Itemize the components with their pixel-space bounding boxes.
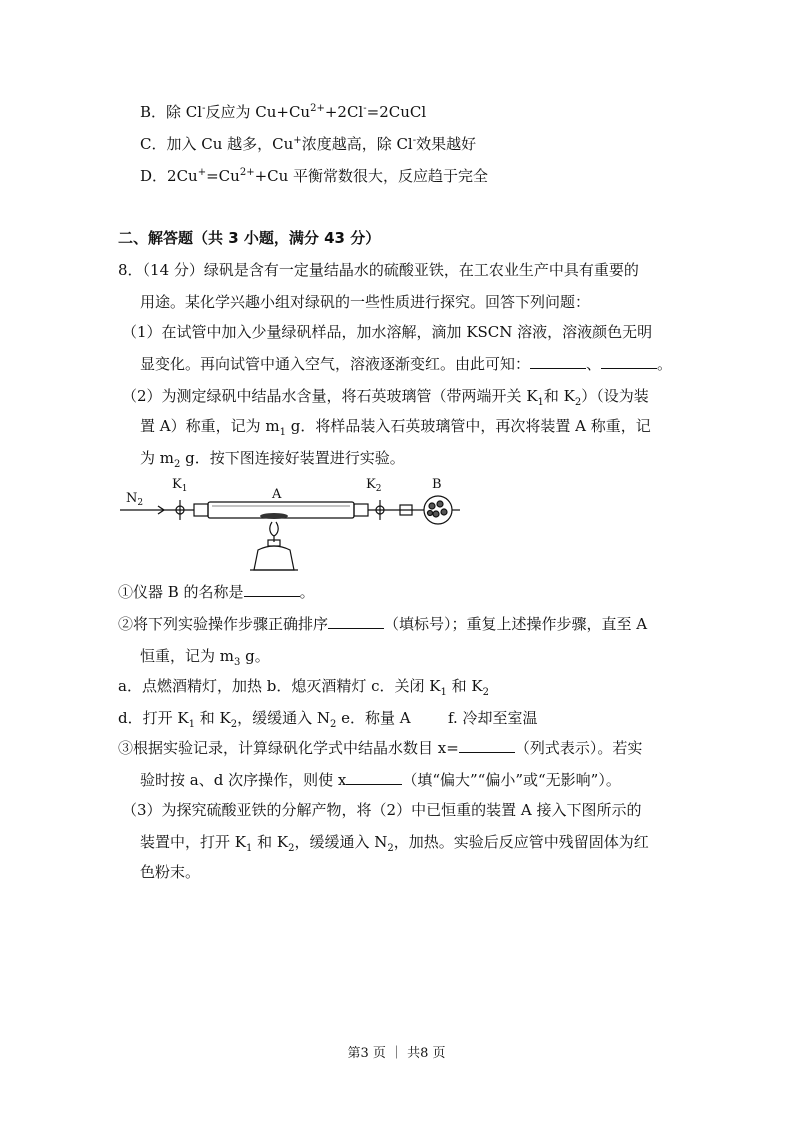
a-label: A — [272, 487, 282, 502]
q8-part2-line-1: （2）为测定绿矾中结晶水含量，将石英玻璃管（带两端开关 $K_1$和 $K_2$）（设为装 — [122, 387, 649, 408]
k1-label: $K_1$ — [172, 477, 188, 494]
option-d: D．$2Cu^+=Cu^{2+}+Cu$ 平衡常数很大，反应趋于完全 — [140, 167, 489, 185]
q8-part2-line-2: 置 A）称重，记为 $m_1$ g．将样品装入石英玻璃管中，再次将装置 A 称重，记 — [140, 417, 651, 438]
drying-tube-b — [412, 496, 460, 524]
sample — [260, 513, 288, 519]
b-label: B — [432, 477, 442, 492]
option-b: B．除 Cl-反应为 $Cu+Cu^{2+}+2Cl^-=2CuCl$ — [140, 103, 427, 121]
q8-line-2: 用途。某化学兴趣小组对绿矾的一些性质进行探究。回答下列问题： — [140, 293, 591, 311]
apparatus-diagram — [112, 476, 472, 572]
page-footer: 第3 页 ｜ 共8 页 — [347, 1046, 446, 1061]
q8-part3-line-3: 色粉末。 — [140, 863, 201, 881]
q8-part3-line-1: （3）为探究硫酸亚铁的分解产物，将（2）中已恒重的装置 A 接入下图所示的 — [122, 801, 642, 819]
q8-part1-line-1: （1）在试管中加入少量绿矾样品，加水溶解，滴加 KSCN 溶液，溶液颜色无明 — [122, 323, 653, 341]
answer-blank[interactable] — [346, 770, 402, 785]
q8-step3-line-1: ③根据实验记录，计算绿矾化学式中结晶水数目 x= （列式表示）。若实 — [118, 739, 643, 757]
q8-part3-line-2: 装置中，打开 $K_1$ 和 $K_2$，缓缓通入 $N_2$，加热。实验后反应管中残留固体为红 — [140, 833, 649, 854]
valve-k2 — [354, 500, 412, 520]
alcohol-lamp — [250, 522, 298, 570]
q8-step3-line-2: 验时按 a、d 次序操作，则使 x （填“偏大”“偏小”或“无影响”）。 — [140, 771, 621, 789]
k2-label: $K_2$ — [366, 477, 382, 494]
q8-part2-line-3: 为 $m_2$ g．按下图连接好装置进行实验。 — [140, 449, 405, 470]
q8-line-1: 8．（14 分）绿矾是含有一定量结晶水的硫酸亚铁，在工农业生产中具有重要的 — [118, 261, 639, 279]
q8-step2-line-1: ②将下列实验操作步骤正确排序 （填标号）；重复上述操作步骤，直至 A — [118, 615, 648, 633]
section-title: 二、解答题（共 3 小题，满分 43 分） — [118, 229, 381, 247]
q8-op-f: f. 冷却至室温 — [448, 709, 538, 727]
answer-blank[interactable] — [530, 354, 586, 369]
q8-ops-d-e: d．打开 $K_1$ 和 $K_2$，缓缓通入 $N_2$ e．称量 A — [118, 709, 411, 730]
answer-blank[interactable] — [244, 582, 300, 597]
answer-blank[interactable] — [459, 738, 515, 753]
answer-blank[interactable] — [601, 354, 657, 369]
q8-part1-line-2: 显变化。再向试管中通入空气，溶液逐渐变红。由此可知： 、 。 — [140, 355, 673, 373]
q8-ops-a-c: a．点燃酒精灯，加热 b．熄灭酒精灯 c．关闭 $K_1$ 和 $K_2$ — [118, 677, 489, 698]
q8-step2-line-2: 恒重，记为 $m_3$ g。 — [140, 647, 270, 668]
valve-k1 — [164, 500, 208, 520]
answer-blank[interactable] — [328, 614, 384, 629]
n2-label: $N_2$ — [126, 491, 144, 508]
q8-step1: ①仪器 B 的名称是 。 — [118, 583, 315, 601]
option-c: C．加入 Cu 越多，Cu+浓度越高，除 Cl-效果越好 — [140, 135, 477, 153]
